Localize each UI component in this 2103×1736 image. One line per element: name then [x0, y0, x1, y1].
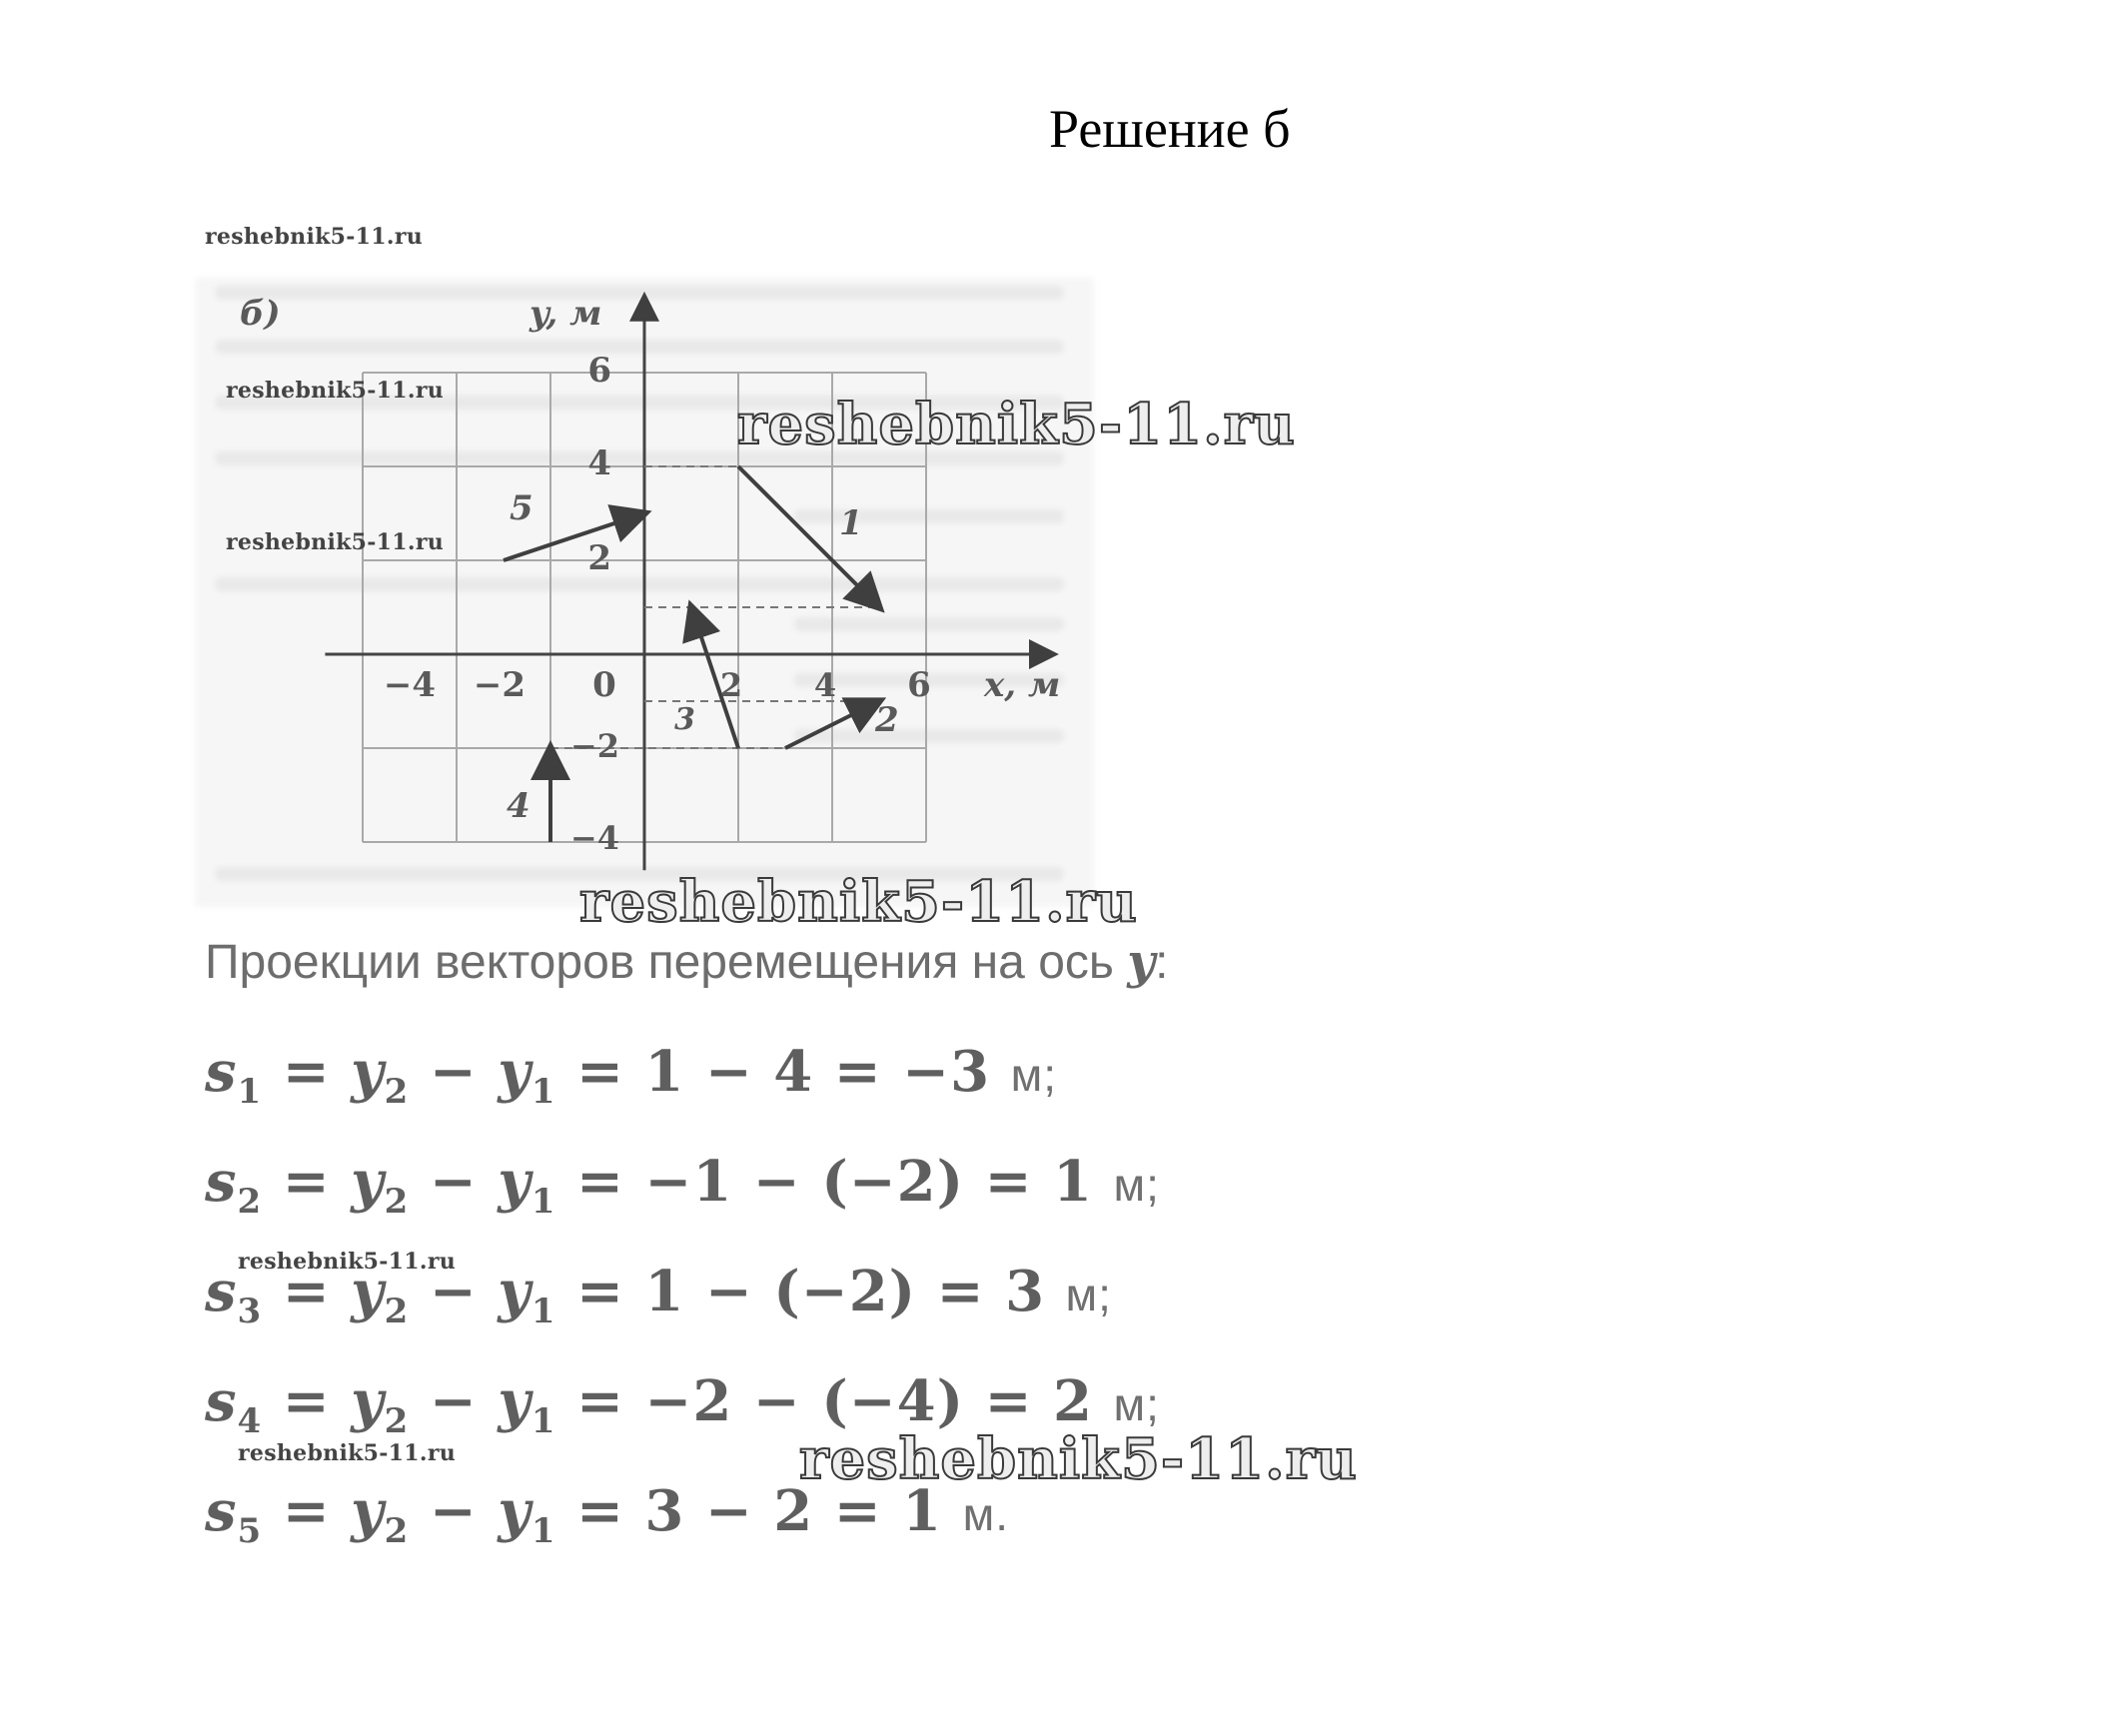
page-title: Решение б: [1049, 99, 1291, 159]
vector-label-1: 1: [839, 503, 863, 543]
y-tick-label: −4: [569, 819, 619, 857]
vector-label-4: 4: [507, 786, 530, 826]
equation-expression: −2 − (−4) = 2: [644, 1368, 1093, 1434]
equation-4: $s_4 = y_2 - y_1 = -2 - (-4) = 2$ м;: [205, 1368, 1160, 1442]
x-axis-label: x, м: [984, 665, 1061, 705]
vector-label-5: 5: [510, 488, 533, 528]
y-axis-label: y, м: [529, 294, 602, 334]
watermark-small: reshebnik5-11.ru: [238, 1249, 457, 1275]
projection-heading: [205, 934, 1169, 990]
watermark-large: reshebnik5-11.ru: [799, 1426, 1358, 1492]
panel-label: б): [240, 294, 281, 334]
equation-unit: м;: [1065, 1269, 1112, 1320]
equation-1: $s_1 = y_2 - y_1 = 1 - 4 = -3$ м;: [205, 1039, 1057, 1113]
watermark-small: reshebnik5-11.ru: [205, 224, 424, 250]
equation-3: $s_3 = y_2 - y_1 = 1 - (-2) = 3$ м;: [205, 1259, 1112, 1332]
projection-colon: :: [1155, 936, 1169, 989]
watermark-large: reshebnik5-11.ru: [737, 392, 1296, 457]
projection-axis: y: [1127, 934, 1156, 990]
vector-label-2: 2: [875, 700, 899, 740]
equation-5: $s_5 = y_2 - y_1 = 3 - 2 = 1$ м.: [205, 1478, 1010, 1552]
watermark-small: reshebnik5-11.ru: [226, 378, 445, 404]
equation-2: $s_2 = y_2 - y_1 = -1 - (-2) = 1$ м;: [205, 1149, 1160, 1223]
watermark-large: reshebnik5-11.ru: [579, 869, 1138, 935]
x-tick-label: 2: [719, 666, 743, 704]
equation-unit: м;: [1113, 1378, 1160, 1430]
projection-heading-text: Проекции векторов перемещения на ось: [205, 936, 1114, 989]
y-tick-label: 2: [587, 538, 611, 578]
equation-expression: 3 − 2 = 1: [644, 1478, 943, 1544]
vector-label-3: 3: [674, 702, 695, 737]
equation-unit: м.: [962, 1488, 1010, 1540]
guide-lines: [550, 466, 879, 748]
y-tick-label: 4: [587, 443, 611, 483]
x-tick-label: −2: [473, 665, 526, 705]
equation-expression: 1 − 4 = −3: [644, 1039, 991, 1105]
equation-expression: 1 − (−2) = 3: [644, 1259, 1046, 1324]
equation-unit: м;: [1113, 1159, 1160, 1211]
x-tick-label: −4: [383, 665, 437, 705]
x-tick-label: 6: [907, 665, 931, 705]
x-tick-label: 0: [592, 665, 616, 705]
y-tick-label: 6: [587, 351, 611, 391]
x-tick-label: 4: [813, 666, 837, 704]
watermark-small: reshebnik5-11.ru: [238, 1440, 457, 1466]
watermark-small: reshebnik5-11.ru: [226, 529, 445, 555]
equation-expression: −1 − (−2) = 1: [644, 1149, 1093, 1215]
equation-unit: м;: [1010, 1049, 1057, 1101]
vector-graph: [240, 280, 1099, 859]
y-tick-label: −2: [569, 727, 619, 765]
